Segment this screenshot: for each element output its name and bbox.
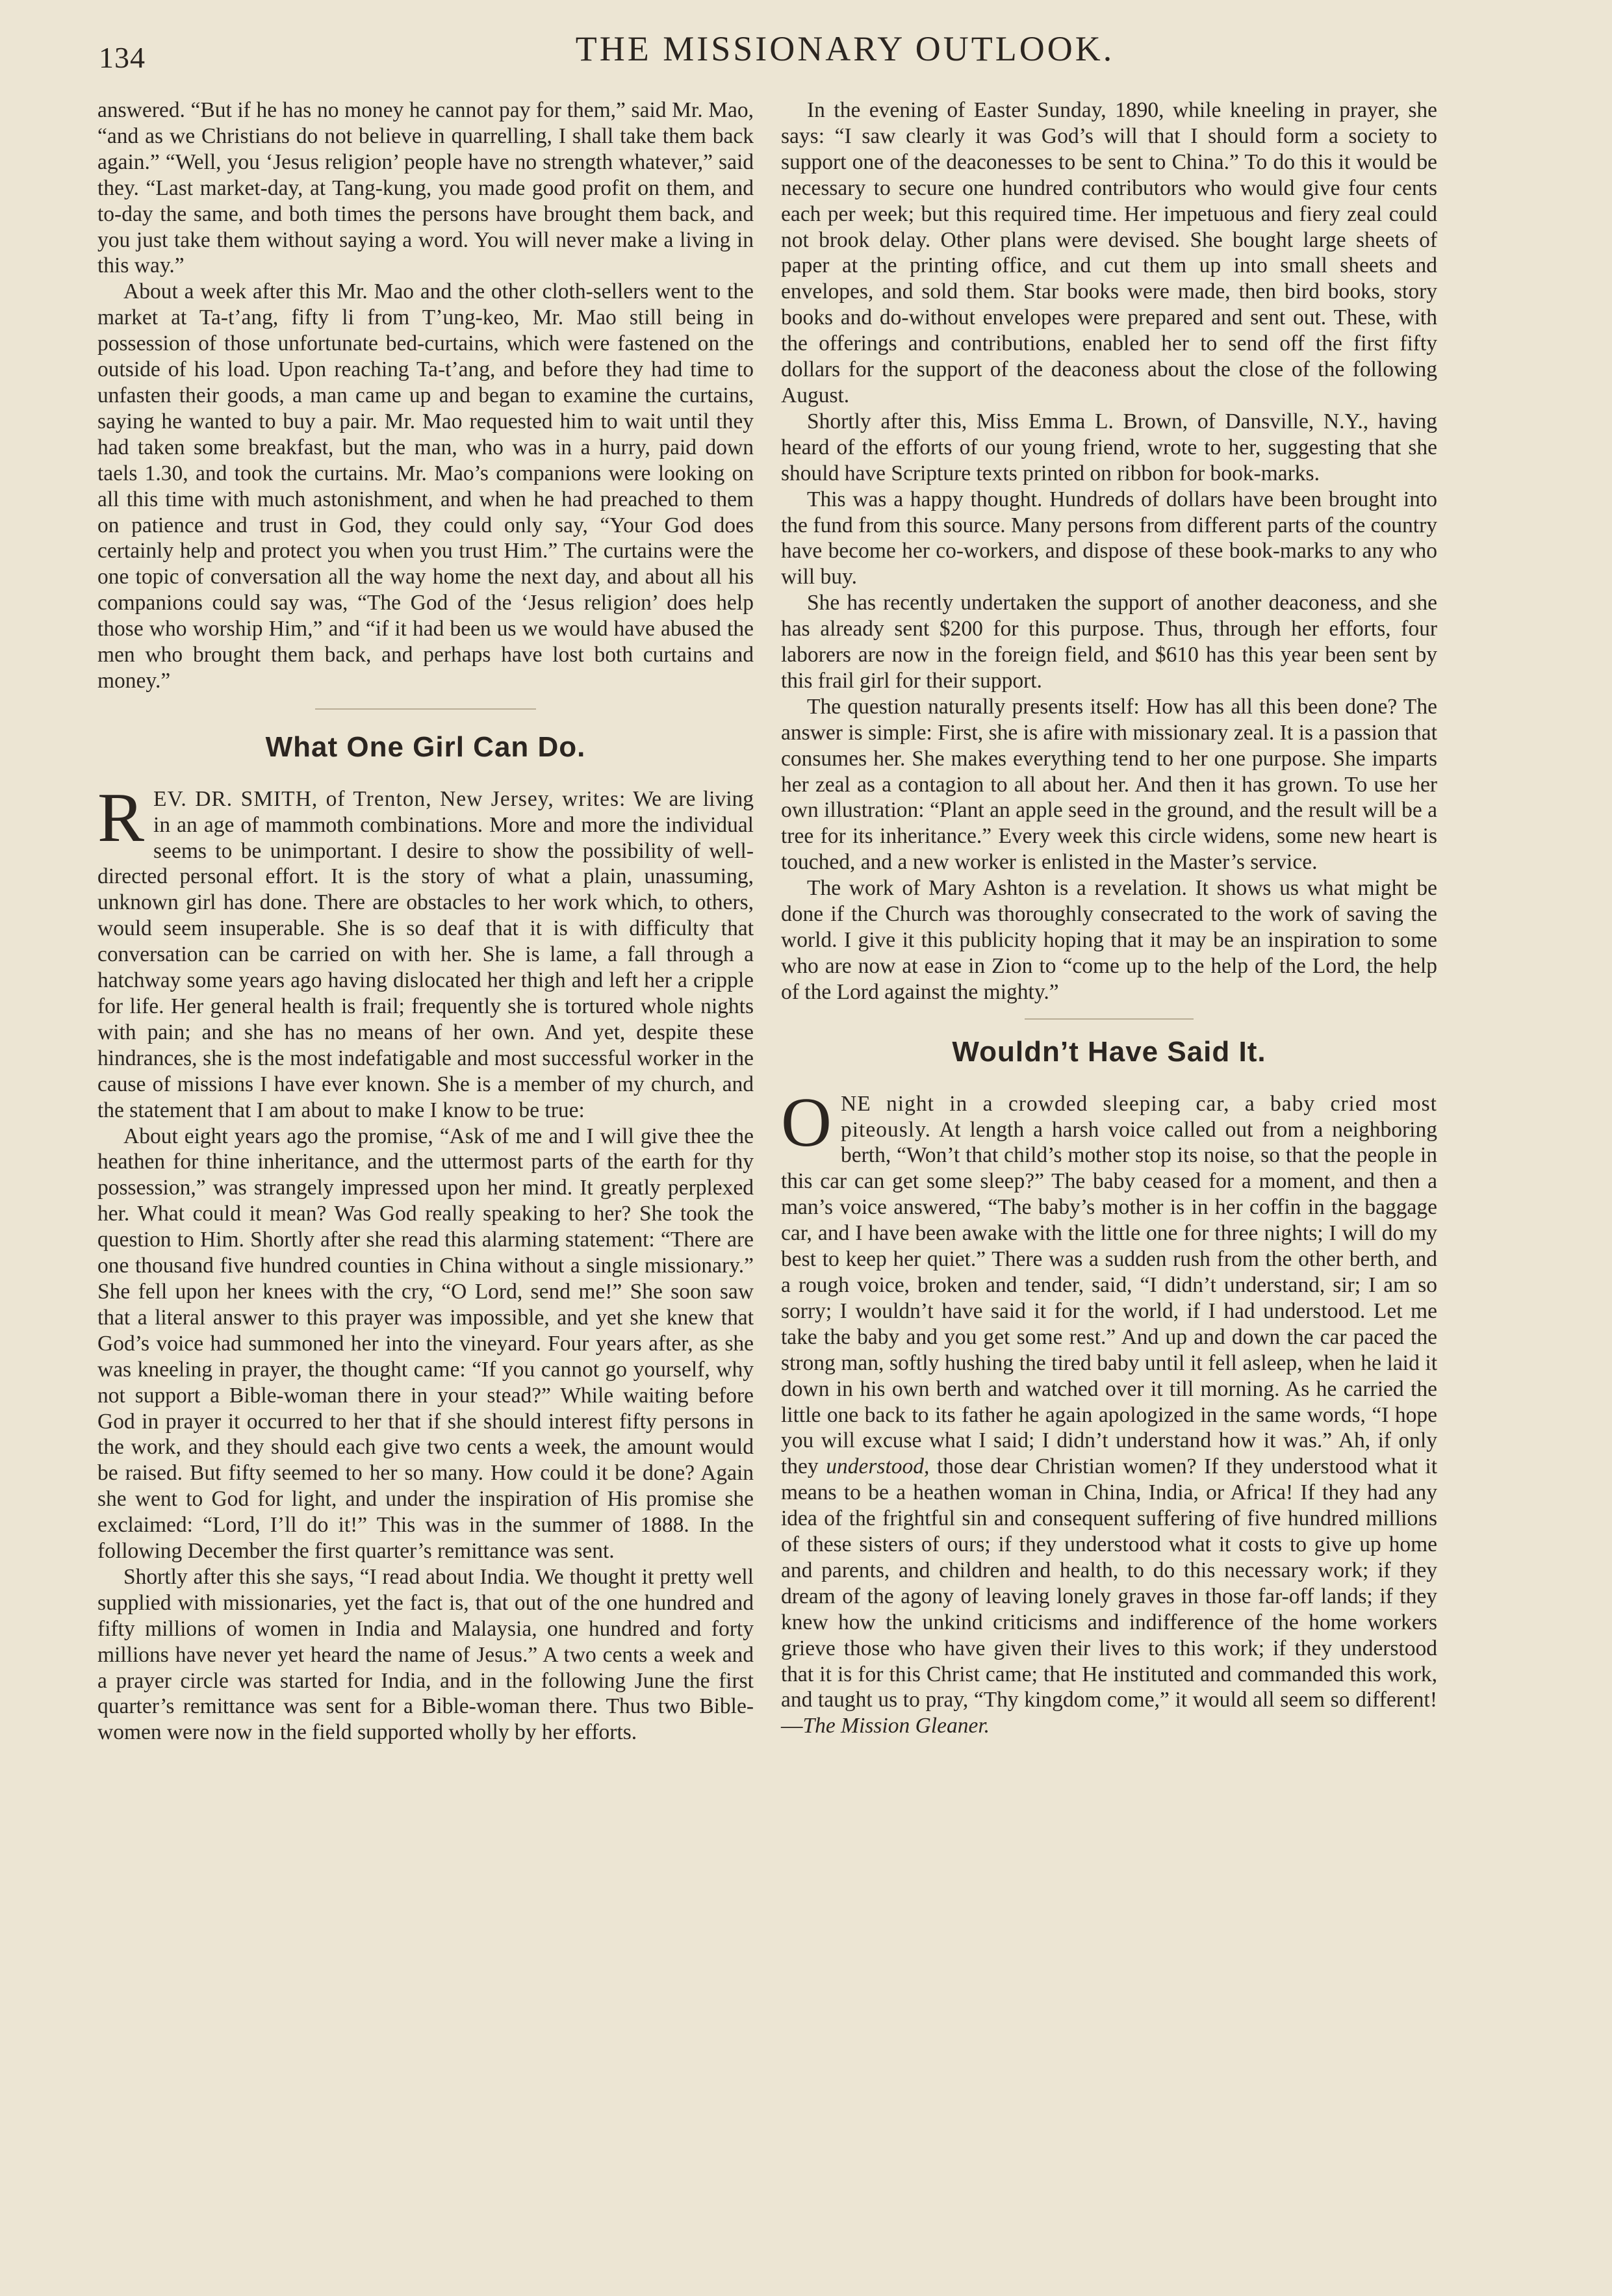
paragraph-text: We are living in an age of mammoth combinations. More and more the individual seems to be unimportant. I desire to show the possibility of well-directed personal effort. It is the story of what a plain, unassuming, unknown girl has done. There are obstacles to her work which, to others, would seem insuperable. She is so deaf that it is with difficulty that conversation can be carried on with her. She is lame, a fall through a hatchway some years ago having dislocated her thigh and left her a cripple for life. Her general health is frail; frequently she is tortured whole nights with pain; and she has no means of her own. And yet, despite these hindrances, she is the most indefatigable and most successful worker in the cause of missions I have ever known. She is a member of my church, and the statement that I am about to make I know to be true: bbox=[97, 786, 754, 1122]
paragraph: This was a happy thought. Hundreds of dollars have been brought into the fund from this source. Many persons from different parts of the country have become her co-workers, and dispose of these book-marks to any who will buy. bbox=[781, 487, 1437, 589]
paragraph: The question naturally presents itself: How has all this been done? The answer is simple: First, she is afire with missionary zeal. It is a passion that consumes her. She makes everything tend to her one purpose. She imparts her zeal as a contagion to all about her. And then it has grown. To use her own illustration: “Plant an apple seed in the ground, and the result will be a tree for its inheritance.” Every week this circle widens, some new heart is touched, and a new worker is enlisted in the Master’s service. bbox=[781, 694, 1437, 875]
paragraph: About eight years ago the promise, “Ask of me and I will give thee the heathen for thine inheritance, and the uttermost parts of the earth for thy possession,” was strangely impressed upon her mind. It greatly perplexed her. What could it mean? Was God really speaking to her? She took the question to Him. Shortly after she read this alarming statement: “There are one thousand five hundred counties in China without a single missionary.” She fell upon her knees with the cry, “O Lord, send me!” She soon saw that a literal answer to this prayer was impossible, and yet she knew that God’s voice had summoned her into the vineyard. Four years after, as she was kneeling in prayer, the thought came: “If you cannot go yourself, why not support a Bible-woman there in your stead?” While waiting before God in prayer it occurred to her that if she should interest fifty persons in the work, and they should each give two cents a week, the amount would be raised. But fifty seemed to her so many. How could it be done? Again she went to God for light, and under the inspiration of His promise she exclaimed: “Lord, I’ll do it!” This was in the summer of 1888. In the following December the first quarter’s remittance was sent. bbox=[97, 1124, 754, 1564]
paragraph: In the evening of Easter Sunday, 1890, while kneeling in prayer, she says: “I saw clearly it was God’s will that I should form a society to support one of the deaconesses to be sent to China.” To do this it would be necessary to secure one hundred contributors who would give four cents each per week; but this required time. Her impetuous and fiery zeal could not brook delay. Other plans were devised. She bought large sheets of paper at the printing office, and cut them up into small sheets and envelopes, and sold them. Star books were made, then bird books, story books and do-without envelopes were prepared and sent out. These, with the offerings and contributions, enabled her to send off the first fifty dollars for the support of the deaconess about the close of the following August. bbox=[781, 98, 1437, 407]
left-column bbox=[97, 97, 754, 1746]
right-column bbox=[781, 97, 1437, 1739]
paragraph: She has recently undertaken the support of another deaconess, and she has already sent $200 for this purpose. Thus, through her efforts, four laborers are now in the foreign field, and $610 has this year been sent by this frail girl for their support. bbox=[781, 591, 1437, 693]
paragraph-text: At length a harsh voice called out from a neighboring berth, “Won’t that child’s mother stop its noise, so that the people in this car can get some sleep?” The baby ceased for a moment, and then a man’s voice answered, “The baby’s mother is in her coffin in the baggage car, and I have been awake with the little one for three nights; I will do my best to keep her quiet.” There was a sudden rush from the other berth, and a rough voice, broken and tender, said, “I didn’t understand, sir; I am so sorry; I wouldn’t have said it for the world, if I had understood. Let me take the baby and you get some rest.” And up and down the car paced the strong man, softly hushing the tired baby until it fell asleep, when he laid it down in his own berth and watched over it till morning. As he carried the little one back to its father he again apologized in the same words, “I hope you will excuse what I said; I didn’t understand how it was.” Ah, if only they bbox=[781, 1117, 1437, 1479]
paragraph: answered. “But if he has no money he cannot pay for them,” said Mr. Mao, “and as we Christians do not believe in quarrelling, I shall take them back again.” “Well, you ‘Jesus religion’ people have no strength whatever,” said they. “Last market-day, at Tang-kung, you made good profit on them, and to-day the same, and both times the persons have brought them back, and you just take them without saying a word. You will never make a living in this way.” bbox=[97, 98, 754, 278]
article-title: Wouldn’t Have Said It. bbox=[952, 1035, 1266, 1068]
running-head: THE MISSIONARY OUTLOOK. bbox=[575, 29, 1115, 68]
drop-cap: O bbox=[781, 1083, 832, 1161]
page-number: 134 bbox=[99, 41, 146, 74]
paragraph: Shortly after this she says, “I read about India. We thought it pretty well supplied with missionaries, yet the fact is, that out of the one hundred and fifty millions of women in India and Malaysia, one hundred and forty millions have never yet heard the name of Jesus.” A two cents a week and a prayer circle was started for India, and in the following June the first quarter’s remittance was sent for a Bible-woman there. Thus two Bible-women were now in the field supported wholly by her efforts. bbox=[97, 1564, 754, 1745]
italic-word: understood, bbox=[826, 1454, 930, 1479]
lead-in: EV. DR. SMITH, of Trenton, New Jersey, writes: bbox=[153, 786, 626, 811]
article-first-paragraph bbox=[781, 1083, 1437, 1740]
source-attribution: The Mission Gleaner. bbox=[802, 1714, 990, 1738]
lead-in: NE night in a crowded sleeping car, a baby cried most piteously. bbox=[841, 1091, 1437, 1142]
section-divider bbox=[315, 708, 536, 710]
paragraph: About a week after this Mr. Mao and the other cloth-sellers went to the market at Ta-t’ang, fifty li from T’ung-keo, Mr. Mao still being in possession of those unfortunate bed-curtains, which were fastened on the outside of his load. Upon reaching Ta-t’ang, and before they had time to unfasten their goods, a man came up and began to examine the curtains, saying he wanted to buy a pair. Mr. Mao requested him to wait until they had taken some breakfast, but the man, who was in a hurry, paid down taels 1.30, and took the curtains. Mr. Mao’s companions were looking on all this time with much astonishment, and when he had preached to them on patience and trust in God, they could only say, “Your God does certainly help and protect you when you trust Him.” The curtains were the one topic of conversation all the way home the next day, and about all his companions could say was, “The God of the ‘Jesus religion’ does help those who worship Him,” and “if it had been us we would have abused the men who brought them back, and perhaps have lost both curtains and money.” bbox=[97, 279, 754, 693]
paragraph: Shortly after this, Miss Emma L. Brown, of Dansville, N.Y., having heard of the efforts of our young friend, wrote to her, suggesting that she should have Scripture texts printed on ribbon for book-marks. bbox=[781, 409, 1437, 485]
article-title: What One Girl Can Do. bbox=[265, 730, 586, 763]
section-divider bbox=[1025, 1018, 1194, 1020]
drop-cap: R bbox=[97, 779, 145, 857]
paragraph-text: those dear Christian women? If they understood what it means to be a heathen woman in China, India, or Africa! If they had any idea of the frightful sin and consequent suffering of five hundred millions of these sisters of ours; if they understood what it costs to give up home and parents, and children and health, to do this necessary work; if they dream of the agony of leaving lonely graves in those far-off lands; if they knew how the unkind criticisms and indifference of the home workers grieve those who have given their lives to this work; if they understood that it is for this Christ came; that He instituted and commanded this work, and taught us to pray, “Thy kingdom come,” it would all seem so different!— bbox=[781, 1454, 1437, 1738]
paragraph: The work of Mary Ashton is a revelation. It shows us what might be done if the Church was thoroughly consecrated to the work of saving the world. I give it this publicity hoping that it may be an inspiration to some who are now at ease in Zion to “come up to the help of the Lord, the help of the Lord against the mighty.” bbox=[781, 876, 1437, 1004]
article-first-paragraph bbox=[97, 779, 754, 1124]
